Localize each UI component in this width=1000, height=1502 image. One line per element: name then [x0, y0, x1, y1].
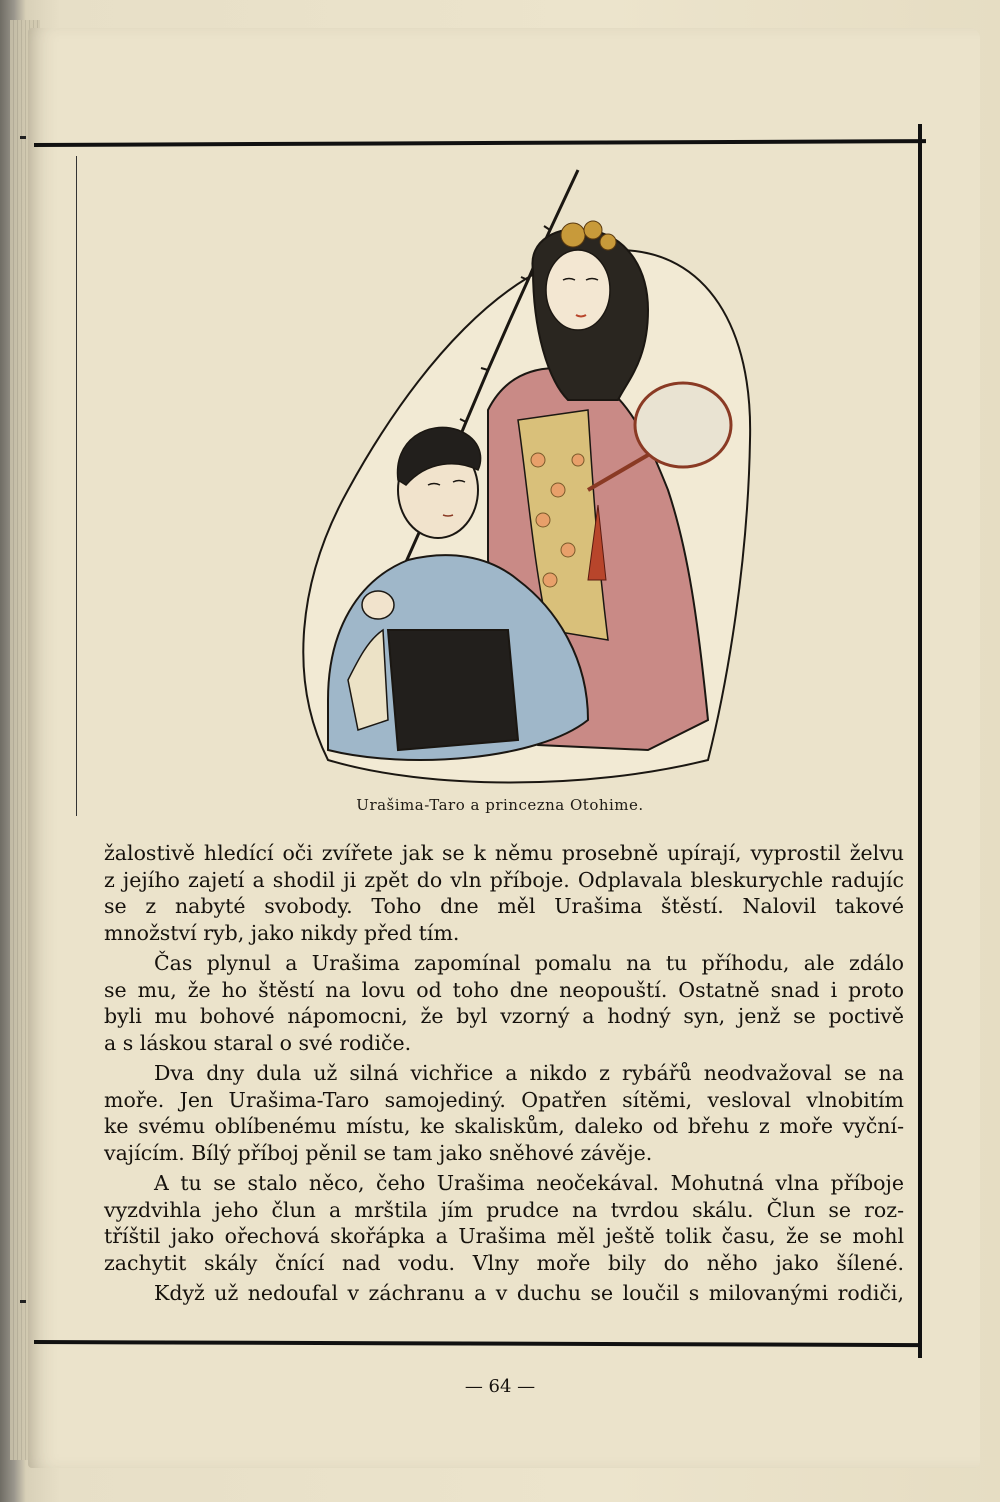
- story-text: [104, 840, 904, 1307]
- paragraph-line: moře. Jen Urašima-Taro samojediný. Opatřen sítěmi, vesloval vlnobitím: [104, 1087, 904, 1112]
- paragraph-line: žalostivě hledící oči zvířete jak se k němu prosebně upírají, vyprostil želvu: [104, 841, 904, 865]
- paragraph-line: zachytit skály čnící nad vodu. Vlny moře bily do něho jako šílené.: [104, 1250, 904, 1275]
- paragraph-line: množství ryb, jako nikdy před tím.: [104, 920, 460, 945]
- illustration-urashima-otohime: [288, 160, 758, 800]
- paragraph-line: A tu se stalo něco, čeho Urašima neočekával. Mohutná vlna příboje: [154, 1171, 904, 1195]
- illustration-caption: Urašima-Taro a princezna Otohime.: [356, 796, 644, 814]
- paragraph-line: Čas plynul a Urašima zapomínal pomalu na tu příhodu, ale zdálo: [154, 951, 904, 975]
- paragraph-line: se z nabyté svobody. Toho dne měl Urašima štěstí. Nalovil takové: [104, 894, 904, 918]
- paragraph-line: byli mu bohové nápomocni, že byl vzorný a hodný syn, jenž se poctivě: [104, 1004, 904, 1028]
- paragraph-line: tříštil jako ořechová skořápka a Urašima měl ještě tolik času, že se mohl: [104, 1224, 904, 1248]
- paragraph-line: vyzdvihla jeho člun a mrštila jím prudce na tvrdou skálu. Člun se roz-: [104, 1197, 904, 1222]
- paragraph-line: ke svému oblíbenému místu, ke skaliskům, daleko od břehu z moře vyční-: [104, 1114, 904, 1138]
- paragraph-line: Když už nedoufal v záchranu a v duchu se loučil s milovanými rodiči,: [154, 1281, 904, 1305]
- page-frame-left: [76, 156, 77, 816]
- paragraph-line: se mu, že ho štěstí na lovu od toho dne neopouští. Ostatně snad i proto: [104, 977, 904, 1002]
- page-edge-mark: [20, 136, 26, 139]
- page-frame-right: [918, 124, 922, 1358]
- paragraph-line: a s láskou staral o své rodiče.: [104, 1030, 412, 1055]
- paragraph-line: Dva dny dula už silná vichřice a nikdo z rybářů neodvažoval se na: [154, 1061, 904, 1085]
- page-edge-mark: [20, 1300, 26, 1303]
- paragraph-line: vajícím. Bílý příboj pěnil se tam jako sněhové závěje.: [104, 1140, 653, 1165]
- paragraph-line: z jejího zajetí a shodil ji zpět do vln příboje. Odplavala bleskurychle radujíc: [104, 867, 904, 892]
- page-number: — 64 —: [464, 1376, 536, 1397]
